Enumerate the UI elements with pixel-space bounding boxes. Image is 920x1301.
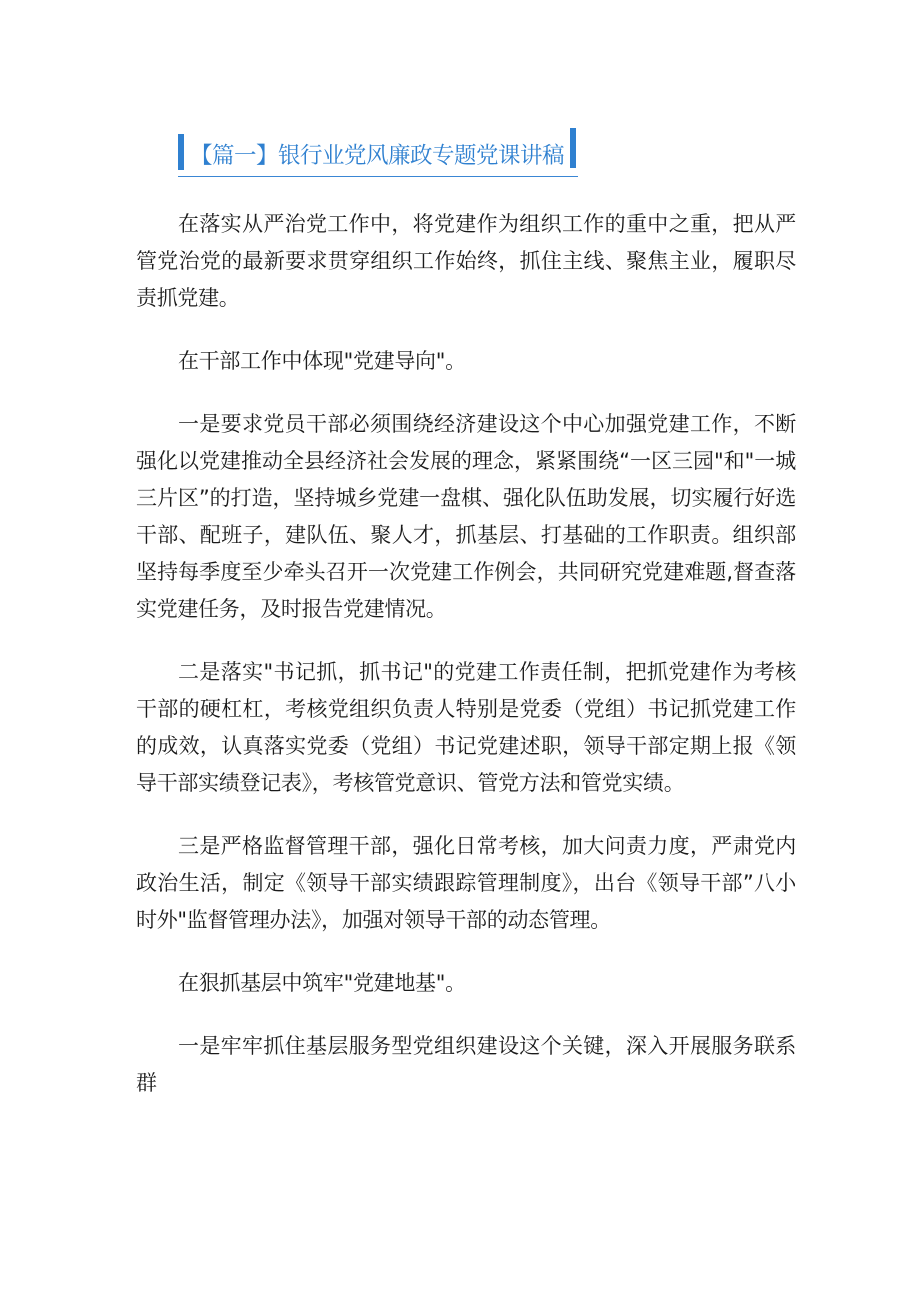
paragraph-7: 一是牢牢抓住基层服务型党组织建设这个关键，深入开展服务联系群: [136, 1034, 796, 1095]
paragraph-1: 在落实从严治党工作中，将党建作为组织工作的重中之重，把从严管党治党的最新要求贯穿组织工作始终，抓住主线、聚焦主业，履职尽责抓党建。: [136, 212, 796, 310]
paragraph-3: 一是要求党员干部必须围绕经济建设这个中心加强党建工作，不断强化以党建推动全县经济社会发展的理念，紧紧围绕“一区三园"和"一城三片区”的打造，坚持城乡党建一盘棋、强化队伍助发展，切实履行好选干部、配班子，建队伍、聚人才，抓基层、打基础的工作职责。组织部坚持每季度至少牵头召开一次党建工作例会，共同研究党建难题,督查落实党建任务，及时报告党建情况。: [136, 412, 796, 621]
paragraph-2: 在干部工作中体现"党建导向"。: [178, 349, 466, 373]
document-title: [178, 128, 578, 177]
paragraph-4: 二是落实"书记抓，抓书记"的党建工作责任制，把抓党建作为考核干部的硬杠杠，考核党组织负责人特别是党委（党组）书记抓党建工作的成效，认真落实党委（党组）书记党建述职，领导干部定期上报《领导干部实绩登记表》，考核管党意识、管党方法和管党实绩。: [136, 660, 796, 795]
paragraph-6: 在狠抓基层中筑牢"党建地基"。: [178, 971, 466, 995]
title-right-bar: [570, 128, 576, 168]
paragraph-5: 三是严格监督管理干部，强化日常考核，加大问责力度，严肃党内政治生活，制定《领导干部实绩跟踪管理制度》，出台《领导干部”八小时外"监督管理办法》，加强对领导干部的动态管理。: [136, 834, 796, 932]
document-body: [136, 206, 796, 1128]
title-text: 【篇一】银行业党风廉政专题党课讲稿: [190, 142, 565, 169]
